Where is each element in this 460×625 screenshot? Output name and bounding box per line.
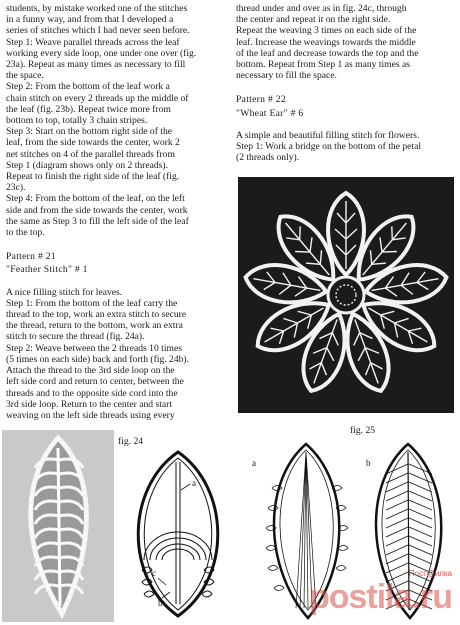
text-line: thread under and over as in fig. 24c, through xyxy=(236,3,407,14)
text-line: Step 2: From the bottom of the leaf work a xyxy=(6,81,170,93)
text-line: threads and to the opposite side cord into the xyxy=(6,387,178,399)
text-line: A simple and beautiful filling stitch for flowers. xyxy=(236,129,420,141)
text-line: Step 1: Weave parallel threads across the leaf xyxy=(6,36,180,48)
text-line: chain stitch on every 2 threads up the middle of xyxy=(6,92,189,104)
watermark-alt-text: Пост@илка xyxy=(408,569,452,578)
continuation-paragraph xyxy=(236,3,454,81)
fig-24-b-label: b xyxy=(158,598,163,608)
pattern-22-paragraph xyxy=(236,130,454,164)
text-line: of the leaf and decrease towards the top and the xyxy=(236,47,419,59)
text-line: Step 1 (diagram shows only on 2 threads). xyxy=(6,159,169,171)
fig-24-a-label: a xyxy=(192,478,196,488)
text-line: left side cord and return to center, between the xyxy=(6,376,184,388)
text-line: to the top. xyxy=(6,227,45,239)
text-line: bottom. Repeat from Step 1 as many times as xyxy=(236,59,410,71)
text-line: Step 4: From the bottom of the leaf, on the left xyxy=(6,193,185,205)
text-line: Attach the thread to the 3rd side loop on the xyxy=(6,365,175,377)
text-line: the space. xyxy=(6,70,44,82)
text-line: necessary to fill the space. xyxy=(236,70,337,82)
text-line: Repeat to finish the right side of the leaf (fig. xyxy=(6,171,180,183)
flower-lace-drawing xyxy=(238,177,454,413)
text-line: Step 1: Work a bridge on the bottom of the petal xyxy=(236,141,422,153)
fig-25-label: fig. 25 xyxy=(350,425,376,436)
text-line: leaf. Increase the weavings towards the middle xyxy=(236,36,416,48)
text-line: 23c). xyxy=(6,182,26,194)
text-line: the center and repeat it on the right side. xyxy=(236,14,391,26)
text-line: net stitches on 4 of the parallel threads from xyxy=(6,148,175,160)
leaf-lace-photo xyxy=(2,430,114,622)
watermark-text: postila.ru xyxy=(308,578,452,616)
postila-watermark xyxy=(309,569,452,617)
fig-25-a-label: a xyxy=(252,458,256,468)
text-line: thread to the top, work an extra stitch to secure xyxy=(6,309,187,321)
text-line: Step 3: Start on the bottom right side of the xyxy=(6,126,173,138)
right-column xyxy=(236,3,454,163)
left-column xyxy=(6,3,225,421)
text-line: in a funny way, and from that I developed a xyxy=(6,14,174,26)
fig-24-c-label: c xyxy=(152,568,156,578)
pattern-21-subtitle: "Feather Stitch" # 1 xyxy=(6,264,88,276)
fig-25-b-label: b xyxy=(366,458,371,468)
text-line: Step 2: Weave between the 2 threads 10 times xyxy=(6,342,182,354)
intro-paragraph xyxy=(6,3,225,238)
text-line: (2 threads only). xyxy=(236,152,300,164)
text-line: students, by mistake worked one of the stitches xyxy=(6,3,188,14)
text-line: the same as Step 3 to fill the left side of the leaf xyxy=(6,215,189,227)
text-line: (5 times on each side) back and forth (fig. 24b). xyxy=(6,353,190,365)
pattern-22-subtitle: "Wheat Ear" # 6 xyxy=(236,107,304,119)
text-line: bottom to top, totally 3 chain stripes. xyxy=(6,115,148,127)
text-line: Step 1: From the bottom of the leaf carry the xyxy=(6,297,178,309)
text-line: leaf, from the side towards the center, work 2 xyxy=(6,137,180,149)
text-line: stitch to secure the thread (fig. 24a). xyxy=(6,331,145,343)
text-line: the thread, return to the bottom, work an extra xyxy=(6,320,183,332)
pattern-22-title: Pattern # 22 xyxy=(236,94,286,106)
text-line: working every side loop, one under one over (fig. xyxy=(6,47,197,59)
leaf-lace-drawing xyxy=(2,430,114,622)
text-line: 3rd side loop. Return to the center and start xyxy=(6,398,172,410)
text-line: series of stitches which I had never seen before. xyxy=(6,25,190,37)
text-line: A nice filling stitch for leaves. xyxy=(6,286,123,298)
text-line: 23a). Repeat as many times as necessary to fill xyxy=(6,59,186,71)
text-line: side and from the side towards the center, work xyxy=(6,204,188,216)
flower-center xyxy=(328,277,364,313)
text-line: the leaf (fig. 23b). Repeat twice more from xyxy=(6,103,171,115)
fig-24-label: fig. 24 xyxy=(118,436,144,447)
pattern-21-paragraph xyxy=(6,287,225,421)
fig-24-diagram xyxy=(118,448,238,620)
flower-lace-photo xyxy=(238,177,454,413)
pattern-21-title: Pattern # 21 xyxy=(6,251,56,263)
text-line: weaving on the left side threads using every xyxy=(6,409,175,421)
text-line: Repeat the weaving 3 times on each side of the xyxy=(236,25,417,37)
